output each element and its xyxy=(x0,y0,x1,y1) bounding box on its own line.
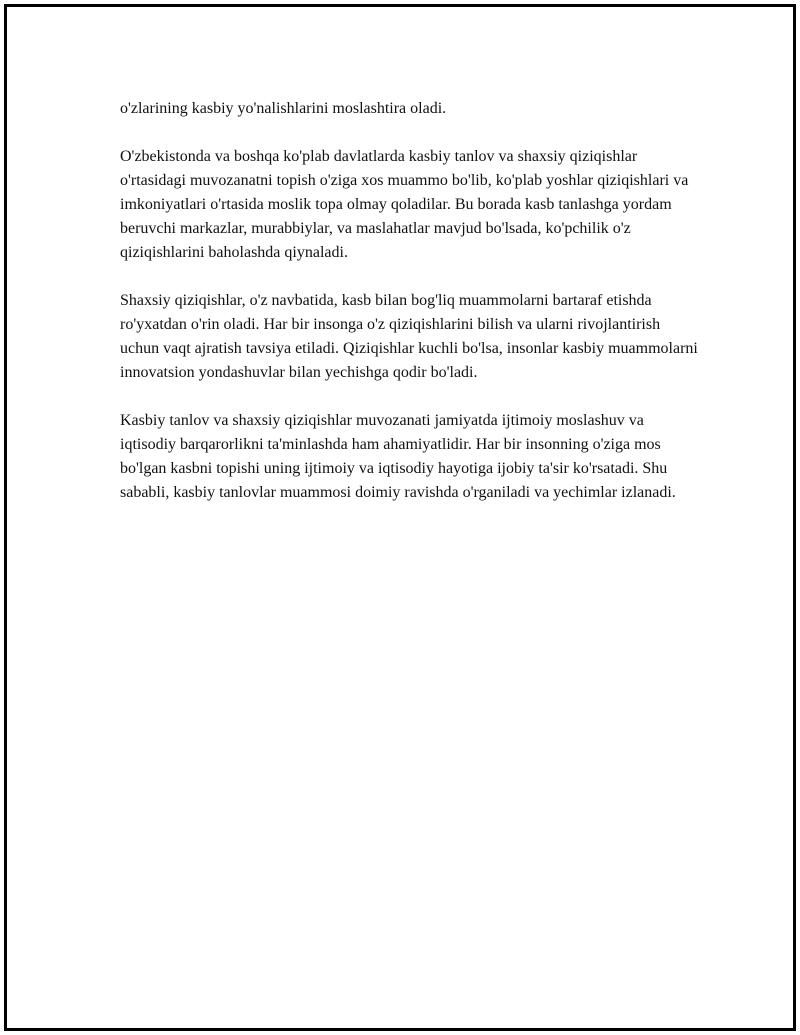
paragraph: Shaxsiy qiziqishlar, o'z navbatida, kasb bilan bog'liq muammolarni bartaraf etishda ro'yxatdan o'rin oladi. Har bir insonga o'z qiziqishlarini bilish va ularni rivojlantirish uchun vaqt ajratish tavsiya etiladi. Qiziqishlar kuchli bo'lsa, insonlar kasbiy muammolarni innovatsion yondashuvlar bilan yechishga qodir bo'ladi. xyxy=(120,292,698,381)
document-body xyxy=(120,97,700,529)
paragraph: o'zlarining kasbiy yo'nalishlarini moslashtira oladi. xyxy=(120,100,447,117)
paragraph: Kasbiy tanlov va shaxsiy qiziqishlar muvozanati jamiyatda ijtimoiy moslashuv va iqtisodiy barqarorlikni ta'minlashda ham ahamiyatlidir. Har bir insonning o'ziga mos bo'lgan kasbni topishi uning ijtimoiy va iqtisodiy hayotiga ijobiy ta'sir ko'rsatadi. Shu sababli, kasbiy tanlovlar muammosi doimiy ravishda o'rganiladi va yechimlar izlanadi. xyxy=(120,412,676,501)
paragraph: O'zbekistonda va boshqa ko'plab davlatlarda kasbiy tanlov va shaxsiy qiziqishlar o'rtasidagi muvozanatni topish o'ziga xos muammo bo'lib, ko'plab yoshlar qiziqishlari va imkoniyatlari o'rtasida moslik topa olmay qoladilar. Bu borada kasb tanlashga yordam beruvchi markazlar, murabbiylar, va maslahatlar mavjud bo'lsada, ko'pchilik o'z qiziqishlarini baholashda qiynaladi. xyxy=(120,148,689,261)
document-page xyxy=(4,4,796,1031)
